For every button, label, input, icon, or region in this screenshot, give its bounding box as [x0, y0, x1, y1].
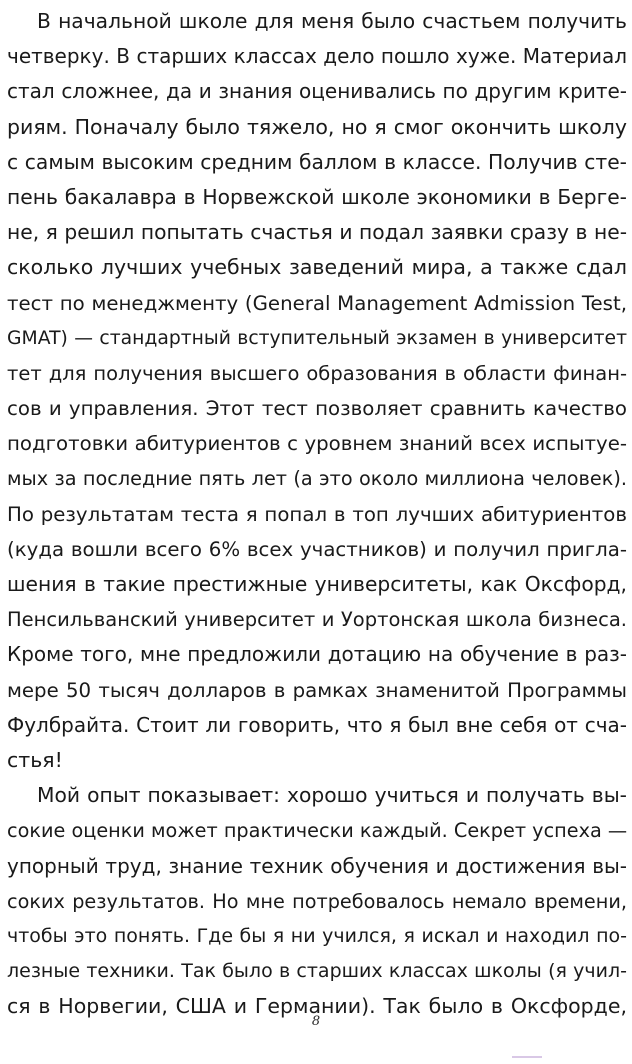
text-line: лезные техники. Так было в старших классах школы (я учил- — [7, 960, 627, 983]
text-line: стал сложнее, да и знания оценивались по другим крите- — [7, 79, 627, 104]
text-line: не, я решил попытать счастья и подал заявки сразу в не- — [7, 220, 627, 245]
text-line: с самым высоким средним баллом в классе. Получив сте- — [7, 149, 627, 174]
book-page-text — [7, 4, 627, 1024]
text-line: Мой опыт показывает: хорошо учиться и получать вы- — [37, 783, 627, 808]
text-line: соких результатов. Но мне потребовалось немало времени, — [7, 889, 627, 913]
text-line: сокие оценки может практически каждый. Секрет успеха — — [7, 819, 628, 843]
text-line: Фулбрайта. Стоит ли говорить, что я был вне себя от сча- — [7, 712, 627, 737]
text-line: упорный труд, знание техник обучения и достижения вы- — [7, 853, 627, 878]
corner-mark — [512, 1056, 542, 1058]
text-line: Кроме того, мне предложили дотацию на обучение в раз- — [7, 642, 627, 667]
text-line: мере 50 тысяч долларов в рамках знаменитой Программы — [7, 678, 627, 702]
paragraph — [7, 778, 627, 1024]
page-number: 8 — [311, 1014, 321, 1029]
text-line: стья! — [7, 747, 63, 772]
text-line: По результатам теста я попал в топ лучших абитуриентов — [7, 502, 627, 526]
text-line: (куда вошли всего 6% всех участников) и получил пригла- — [7, 537, 627, 561]
text-line: риям. Поначалу было тяжело, но я смог окончить школу — [7, 114, 627, 139]
text-line: шения в такие престижные университеты, как Оксфорд, — [7, 572, 627, 596]
text-line: пень бакалавра в Норвежской школе экономики в Берге- — [7, 184, 627, 209]
text-line: GMAT) — стандартный вступительный экзамен в университет — [7, 327, 627, 349]
text-line: тет для получения высшего образования в области финан- — [7, 361, 627, 385]
text-line: чтобы это понять. Где бы я ни учился, я искал и находил по- — [7, 924, 627, 947]
text-line: ся в Норвегии, США и Германии). Так было в Оксфорде, — [7, 994, 627, 1019]
text-line: сов и управления. Этот тест позволяет сравнить качество — [7, 397, 627, 421]
text-line: подготовки абитуриентов с уровнем знаний всех испытуе- — [7, 432, 627, 456]
text-line: четверку. В старших классах дело пошло хуже. Материал — [7, 44, 627, 69]
text-line: тест по менеджменту (General Management Admission Test, — [7, 291, 627, 315]
text-line: Пенсильванский университет и Уортонская школа бизнеса. — [7, 608, 627, 632]
text-line: сколько лучших учебных заведений мира, а также сдал — [7, 255, 627, 280]
paragraph — [7, 4, 627, 778]
text-line: В начальной школе для меня было счастьем получить — [37, 9, 627, 33]
text-line: мых за последние пять лет (а это около миллиона человек). — [7, 467, 627, 491]
